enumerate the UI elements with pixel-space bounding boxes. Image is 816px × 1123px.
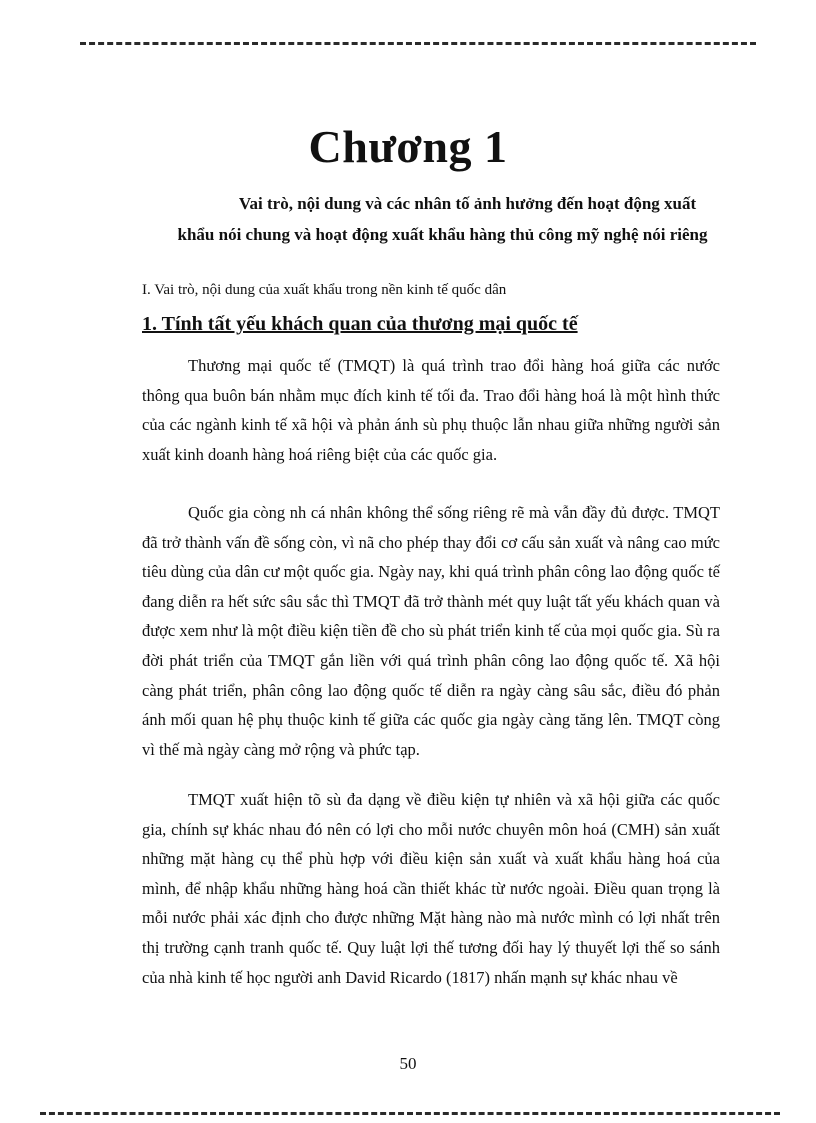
page-number: 50	[399, 1054, 417, 1073]
paragraph-2: Quốc gia còng nh cá nhân không thể sống riêng rẽ mà vẫn đầy đủ được. TMQT đã trở thành vấn đề sống còn, vì nã cho phép thay đổi cơ cấu sản xuất và nâng cao mức tiêu dùng của dân cư một quốc gia. Ngày nay, khi quá trình phân công lao động quốc tế đang diễn ra hết sức sâu sắc thì TMQT đã trở thành mét quy luật tất yếu khách quan và được xem như là một điều kiện tiền đề cho sù phát triển kinh tế của mọi quốc gia. Sù ra đời phát triển của TMQT gắn liền với quá trình phân công lao động quốc tế. Xã hội càng phát triển, phân công lao động quốc tế diễn ra ngày càng sâu sắc, điều đó phản ánh mối quan hệ phụ thuộc kinh tế giữa các quốc gia ngày càng tăng lên. TMQT còng vì thế mà ngày càng mở rộng và phức tạp.	[142, 503, 720, 759]
section-heading-i: I. Vai trò, nội dung của xuất khẩu trong nền kinh tế quốc dân	[142, 282, 507, 298]
subtitle-line-1: Vai trò, nội dung và các nhân tố ảnh hưởng đến hoạt động xuất	[238, 194, 697, 213]
chapter-subtitle	[150, 188, 735, 250]
paragraph-3: TMQT xuất hiện tõ sù đa dạng về điều kiện tự nhiên và xã hội giữa các quốc gia, chính sự khác nhau đó nên có lợi cho mỗi nước chuyên môn hoá (CMH) sản xuất những mặt hàng cụ thể phù hợp với điều kiện sản xuất và xuất khẩu hàng hoá của mình, để nhập khẩu những hàng hoá cần thiết khác từ nước ngoài. Điều quan trọng là mỗi nước phải xác định cho được những Mặt hàng nào mà nước mình có lợi nhất trên thị trường cạnh tranh quốc tế. Quy luật lợi thế tương đối hay lý thuyết lợi thế so sánh của nhà kinh tế học người anh David Ricardo (1817) nhấn mạnh sự khác nhau về	[142, 790, 720, 987]
subtitle-line-rest: khẩu nói chung và hoạt động xuất khẩu hàng thủ công mỹ nghệ nói riêng	[177, 225, 708, 244]
top-dashed-border	[80, 42, 756, 45]
chapter-title: Chương 1	[308, 121, 508, 172]
subsection-heading-1: 1. Tính tất yếu khách quan của thương mại quốc tế	[142, 313, 578, 335]
paragraph-1: Thương mại quốc tế (TMQT) là quá trình trao đổi hàng hoá giữa các nước thông qua buôn bán nhằm mục đích kinh tế tối đa. Trao đổi hàng hoá là một hình thức của các ngành kinh tế xã hội và phản ánh sù phụ thuộc lẫn nhau giữa những người sản xuất kinh doanh hàng hoá riêng biệt của các quốc gia.	[142, 356, 720, 464]
bottom-dashed-border	[40, 1112, 780, 1115]
